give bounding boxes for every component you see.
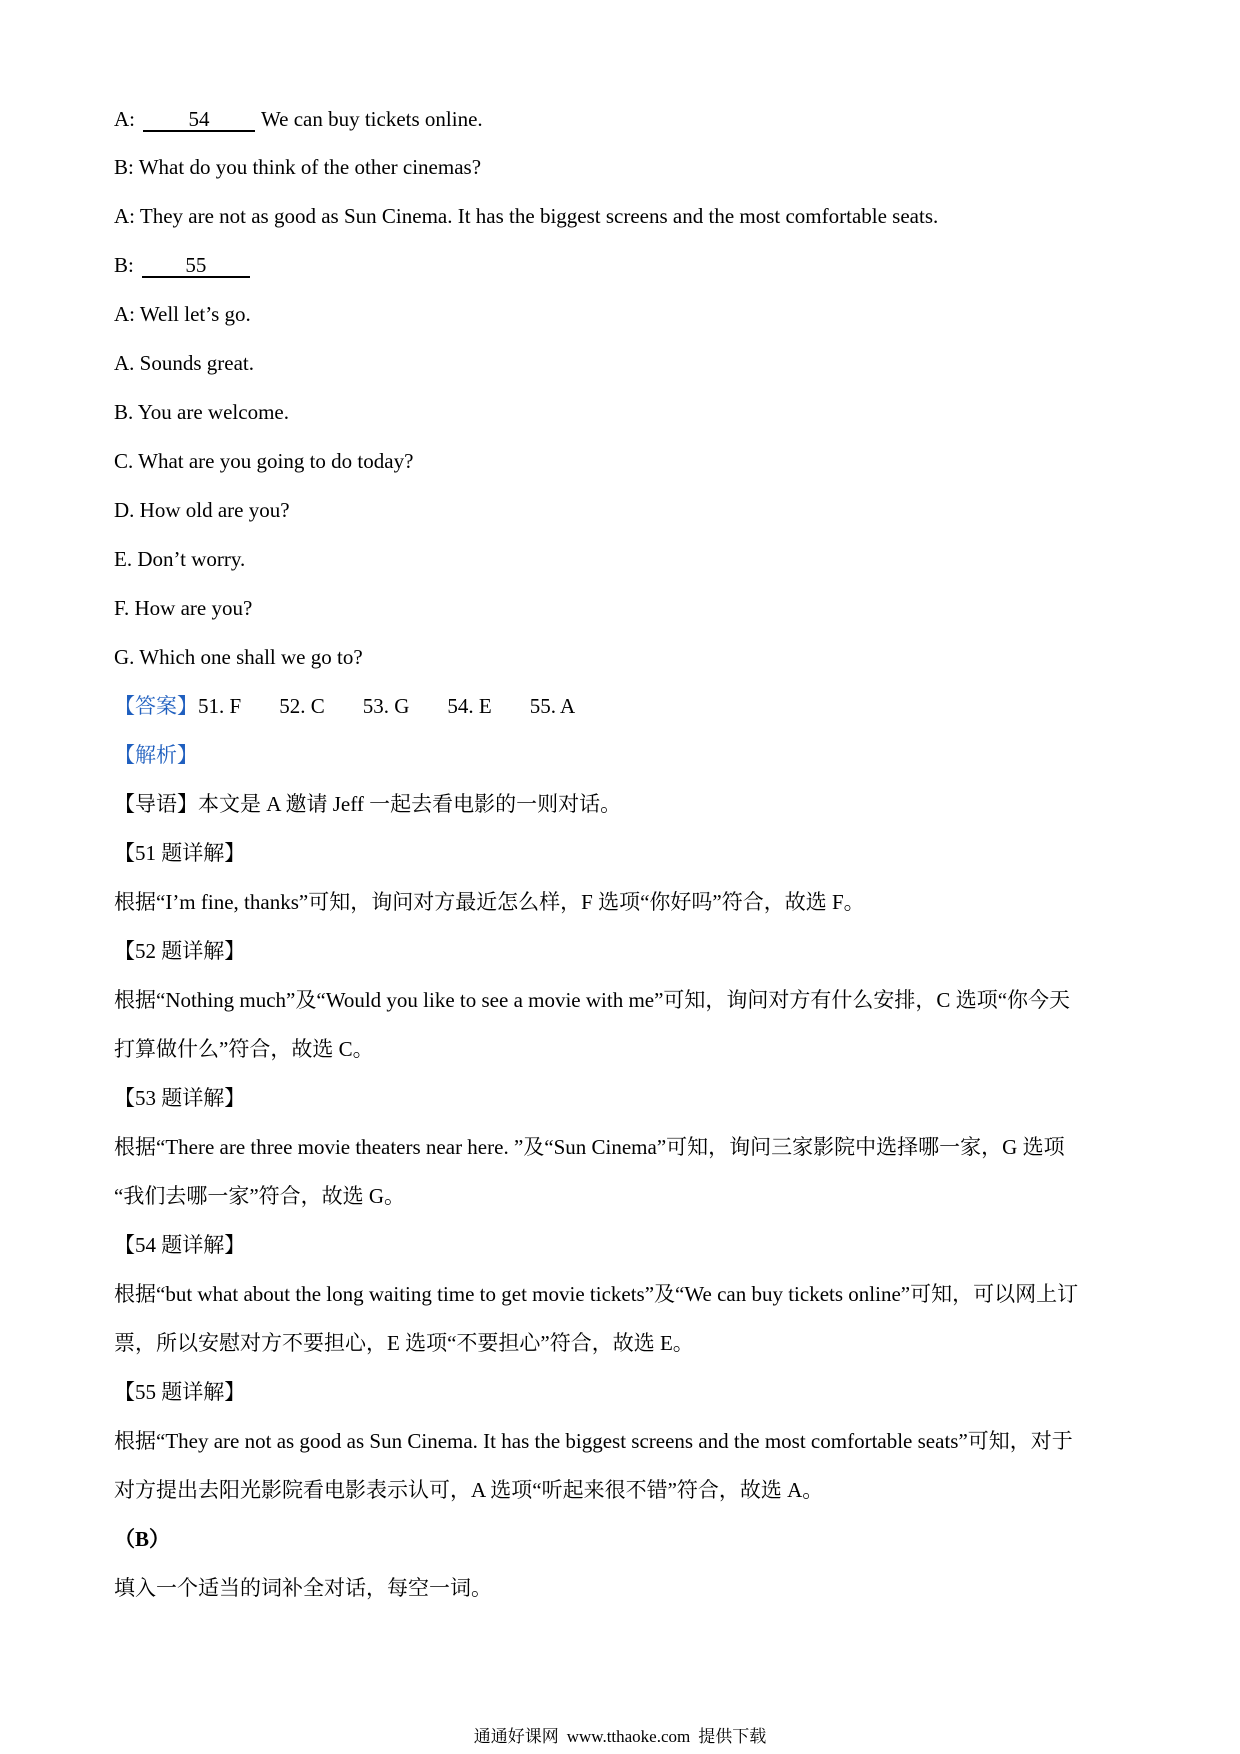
option-g: G. Which one shall we go to?	[114, 645, 363, 669]
section-b-heading: （B）	[114, 1527, 171, 1551]
dialogue-line-b55: B: 55	[114, 251, 250, 279]
answer-item: 53. G	[362, 694, 410, 718]
option-f: F. How are you?	[114, 596, 253, 620]
q51-heading: 【51 题详解】	[114, 841, 246, 865]
q52-explanation-line-1: 根据“Nothing much”及“Would you like to see a movie with me”可知，询问对方有什么安排，C 选项“你今天	[114, 988, 1071, 1012]
answer-item: 54. E	[447, 694, 492, 718]
option-d: D. How old are you?	[114, 498, 290, 522]
q55-explanation-line-1: 根据“They are not as good as Sun Cinema. It has the biggest screens and the most comfortable seats”可知，对于	[114, 1429, 1073, 1453]
option-a: A. Sounds great.	[114, 351, 254, 375]
analysis-intro: 【导语】本文是 A 邀请 Jeff 一起去看电影的一则对话。	[114, 792, 622, 816]
option-b: B. You are welcome.	[114, 400, 289, 424]
answer-item: 51. F	[198, 694, 242, 718]
answer-item: 55. A	[529, 694, 576, 718]
q51-explanation: 根据“I’m fine, thanks”可知，询问对方最近怎么样，F 选项“你好吗”符合，故选 F。	[114, 890, 865, 914]
answer-tag: 【答案】	[114, 694, 198, 718]
q52-explanation-line-2: 打算做什么”符合，故选 C。	[114, 1037, 374, 1061]
footer-site-name: 通通好课网	[473, 1727, 559, 1746]
q53-explanation-line-2: “我们去哪一家”符合，故选 G。	[114, 1184, 406, 1208]
footer-note: 提供下载	[698, 1727, 767, 1746]
q54-explanation-line-2: 票，所以安慰对方不要担心，E 选项“不要担心”符合，故选 E。	[114, 1331, 694, 1355]
answer-item: 52. C	[279, 694, 325, 718]
q53-explanation-line-1: 根据“There are three movie theaters near here. ”及“Sun Cinema”可知，询问三家影院中选择哪一家，G 选项	[114, 1135, 1065, 1159]
q52-heading: 【52 题详解】	[114, 939, 246, 963]
dialogue-line-a-lets-go: A: Well let’s go.	[114, 302, 251, 326]
footer-url[interactable]: www.tthaoke.com	[566, 1727, 691, 1746]
blank-54: 54	[143, 108, 255, 132]
q54-explanation-line-1: 根据“but what about the long waiting time to get movie tickets”及“We can buy tickets online”可知，可以网上订	[114, 1282, 1079, 1306]
analysis-tag: 【解析】	[114, 743, 198, 767]
q55-explanation-line-2: 对方提出去阳光影院看电影表示认可，A 选项“听起来很不错”符合，故选 A。	[114, 1478, 824, 1502]
dialogue-line-a-sun-cinema: A: They are not as good as Sun Cinema. It has the biggest screens and the most comfortable seats.	[114, 204, 939, 228]
option-c: C. What are you going to do today?	[114, 449, 414, 473]
dialogue-line-b-other-cinemas: B: What do you think of the other cinemas?	[114, 155, 482, 179]
q55-heading: 【55 题详解】	[114, 1380, 246, 1404]
q54-heading: 【54 题详解】	[114, 1233, 246, 1257]
option-e: E. Don’t worry.	[114, 547, 246, 571]
page-footer	[0, 1726, 1240, 1748]
answer-line	[114, 692, 613, 720]
blank-55: 55	[142, 254, 250, 278]
dialogue-line-a54: A: 54 We can buy tickets online.	[114, 107, 483, 131]
section-b-instruction: 填入一个适当的词补全对话，每空一词。	[114, 1576, 492, 1600]
q53-heading: 【53 题详解】	[114, 1086, 246, 1110]
